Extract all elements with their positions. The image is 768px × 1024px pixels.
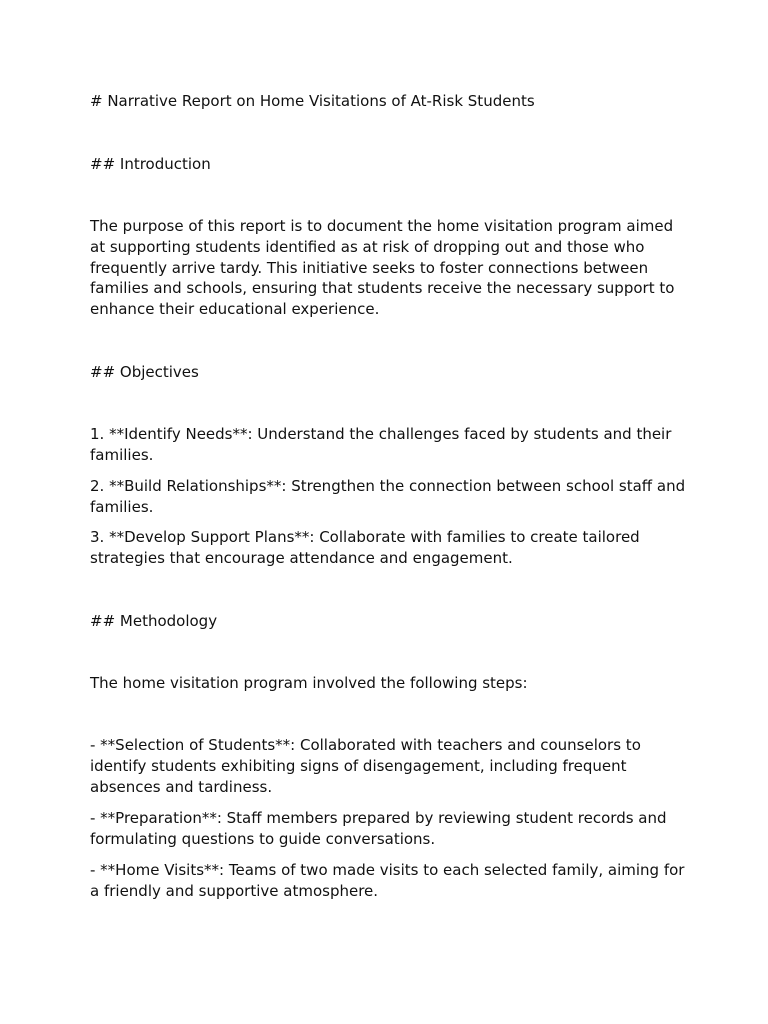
objective-item: 1. **Identify Needs**: Understand the challenges faced by students and their families. [90,425,672,464]
objectives-heading: ## Objectives [90,363,199,381]
document-title: # Narrative Report on Home Visitations of At-Risk Students [90,92,535,110]
methodology-item: - **Preparation**: Staff members prepared by reviewing student records and formulating questions to guide conversations. [90,809,667,848]
methodology-item: - **Home Visits**: Teams of two made visits to each selected family, aiming for a friendly and supportive atmosphere. [90,861,685,900]
methodology-item: - **Selection of Students**: Collaborated with teachers and counselors to identify students exhibiting signs of disengagement, including frequent absences and tardiness. [90,736,641,796]
objective-item: 3. **Develop Support Plans**: Collaborate with families to create tailored strategies that encourage attendance and engagement. [90,528,640,567]
methodology-intro: The home visitation program involved the following steps: [90,674,528,692]
introduction-paragraph: The purpose of this report is to document the home visitation program aimed at supporting students identified as at risk of dropping out and those who frequently arrive tardy. This initiative seeks to foster connections between families and schools, ensuring that students receive the necessary support to enhance their educational experience. [90,217,675,319]
objective-item: 2. **Build Relationships**: Strengthen the connection between school staff and families. [90,477,686,516]
introduction-heading: ## Introduction [90,155,211,173]
methodology-heading: ## Methodology [90,612,218,630]
